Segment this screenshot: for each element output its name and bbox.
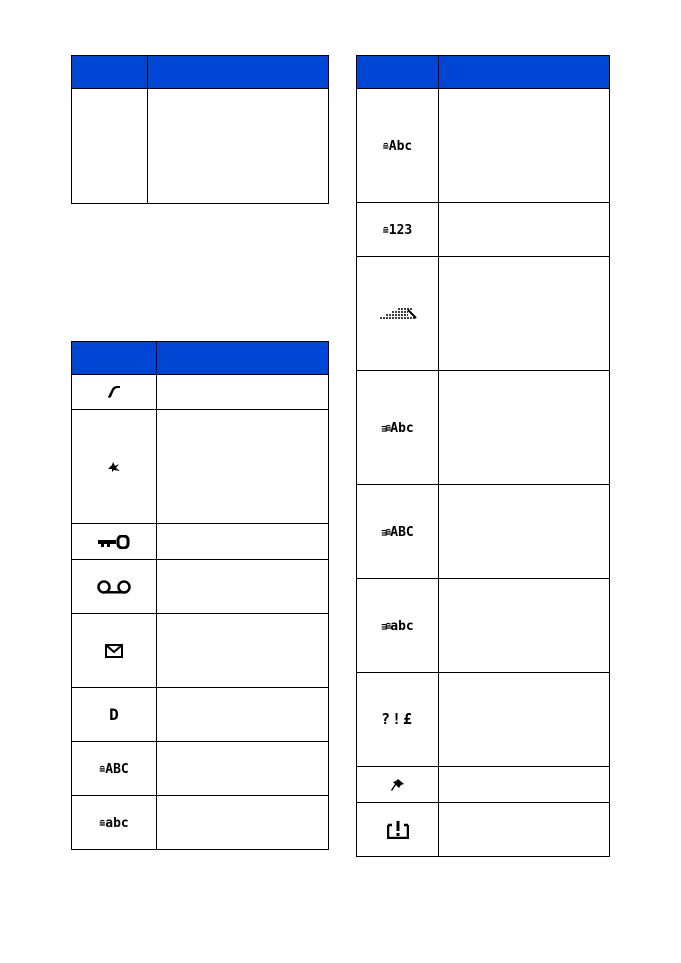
description-cell	[439, 673, 610, 767]
description-cell	[148, 89, 329, 204]
table-row	[357, 371, 610, 485]
traditional-lowercase-icon: ≡≘abc	[357, 579, 439, 673]
table-header-row	[357, 56, 610, 89]
table-row	[357, 803, 610, 857]
mode-label: 123	[388, 222, 413, 238]
letter-d-icon	[72, 688, 157, 742]
description-cell	[157, 524, 329, 560]
table-row	[357, 89, 610, 203]
description-cell	[157, 796, 329, 850]
column-header-icon	[72, 56, 148, 89]
icon-table-top-left	[71, 55, 329, 204]
phone-handset-icon	[72, 375, 157, 410]
table-row	[357, 257, 610, 371]
table-row	[72, 560, 329, 614]
description-cell	[439, 257, 610, 371]
mode-label: Abc	[388, 138, 413, 154]
description-cell	[439, 579, 610, 673]
icon-cell	[72, 89, 148, 204]
column-header-description	[148, 56, 329, 89]
mode-label: Abc	[390, 420, 414, 436]
description-cell	[439, 371, 610, 485]
table-row	[72, 614, 329, 688]
predictive-lowercase-icon: ≘abc	[72, 796, 157, 850]
description-cell	[157, 410, 329, 524]
column-header-icon	[357, 56, 439, 89]
description-cell	[439, 767, 610, 803]
table-row	[357, 673, 610, 767]
traditional-sentence-case-icon: ≡≘Abc	[357, 371, 439, 485]
pushpin-icon	[357, 767, 439, 803]
description-cell	[439, 485, 610, 579]
icon-table-bottom-left	[71, 341, 329, 850]
special-characters-label: ?!£	[380, 710, 415, 728]
predictive-uppercase-icon: ≘ABC	[72, 742, 157, 796]
description-cell	[157, 560, 329, 614]
description-cell	[439, 89, 610, 203]
sound-off-icon	[72, 410, 157, 524]
table-row	[72, 375, 329, 410]
table-header-row	[72, 342, 329, 375]
table-header-row	[72, 56, 329, 89]
table-row	[72, 89, 329, 204]
mode-label: abc	[105, 815, 129, 831]
key-lock-icon	[72, 524, 157, 560]
description-cell	[439, 203, 610, 257]
special-characters-icon	[357, 673, 439, 767]
table-row	[72, 410, 329, 524]
description-cell	[157, 614, 329, 688]
table-row	[72, 742, 329, 796]
description-cell	[439, 803, 610, 857]
description-cell	[157, 375, 329, 410]
mode-label: ABC	[390, 524, 414, 540]
mode-label: abc	[390, 618, 414, 634]
table-row	[357, 767, 610, 803]
table-row	[357, 485, 610, 579]
table-row	[357, 203, 610, 257]
column-header-description	[157, 342, 329, 375]
table-row	[357, 579, 610, 673]
voice-mail-icon	[72, 560, 157, 614]
table-row	[72, 688, 329, 742]
letter-d-label: D	[109, 704, 119, 724]
predictive-number-mode-icon: ≘123	[357, 203, 439, 257]
mode-label: ABC	[105, 761, 129, 777]
column-header-icon	[72, 342, 157, 375]
table-row	[72, 524, 329, 560]
predictive-sentence-case-icon: ≘Abc	[357, 89, 439, 203]
warning-box-icon	[357, 803, 439, 857]
icon-table-right	[356, 55, 610, 857]
column-header-description	[439, 56, 610, 89]
description-cell	[157, 742, 329, 796]
traditional-input-icon	[357, 257, 439, 371]
envelope-icon	[72, 614, 157, 688]
table-row	[72, 796, 329, 850]
description-cell	[157, 688, 329, 742]
traditional-uppercase-icon: ≡≘ABC	[357, 485, 439, 579]
